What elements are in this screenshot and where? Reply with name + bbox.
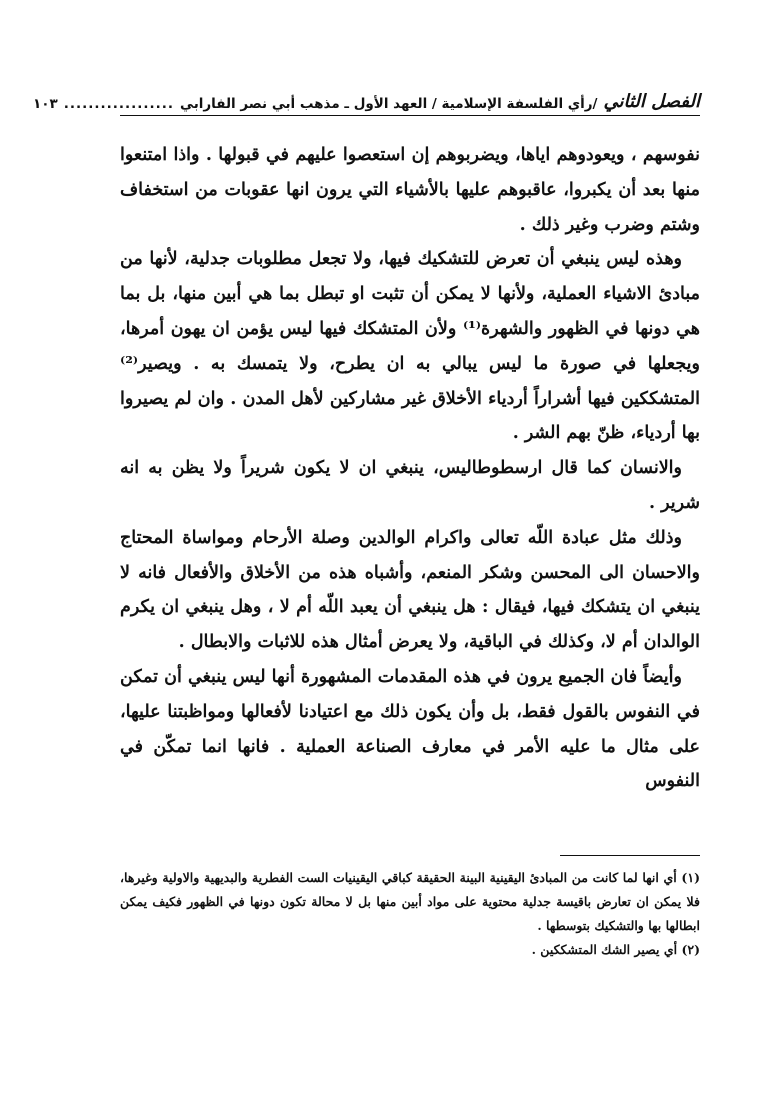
page-number: ١٠٣ (33, 96, 58, 112)
leader-dots: .................. (63, 96, 175, 112)
footnote: (١) أي انها لما كانت من المبادئ اليقينية البينة الحقيقة كباقي اليقينيات الست الفطرية والبديهية والاولية وغيرها، فلا يمكن ان تعارض باقيسة جدلية محتوية على مواد أبين منها بل لا محالة تكون دونها في الظهور فكيف يمكن ابطالها بها والتشكيك بتوسطها . (120, 870, 700, 933)
footnotes (120, 866, 700, 962)
paragraph: وأيضاً فان الجميع يرون في هذه المقدمات المشهورة أنها ليس ينبغي أن تمكن في النفوس بالقول فقط، بل وأن يكون ذلك مع اعتيادنا لأفعالها ومواظبتنا عليها، على مثال ما عليه الأمر في معارف الصناعة العملية . فانها انما تمكّن في النفوس (120, 666, 700, 792)
chapter-title: الفصل الثاني (603, 91, 700, 112)
header-rule (120, 115, 700, 116)
paragraph: والانسان كما قال ارسطوطاليس، ينبغي ان لا يكون شريراً ولا يظن به انه شرير . (120, 458, 700, 513)
running-title: /رأي الفلسفة الإسلامية / العهد الأول ـ مذهب أبي نصر الفارابي (180, 96, 598, 112)
paragraph: وهذه ليس ينبغي أن تعرض للتشكيك فيها، ولا تجعل مطلوبات جدلية، لأنها من مبادئ الاشياء العملية، ولأنها لا يمكن أن تثبت او تبطل بما هي أبين منها، بل بما هي دونها في الظهور والشهرة⁽¹⁾ ولأن المتشكك فيها ليس يؤمن ان يهون أمرها، ويجعلها في صورة ما ليس يبالي به ان يطرح، ولا يتمسك به . ويصير⁽²⁾ المتشككين فيها أشراراً أردياء الأخلاق غير مشاركين لأهل المدن . وان لم يصيروا بها أردياء، ظنّ بهم الشر . (120, 249, 700, 444)
footnote-rule (560, 855, 700, 856)
paragraph: وذلك مثل عبادة اللّه تعالى واكرام الوالدين وصلة الأرحام ومواساة المحتاج والاحسان الى المحسن وشكر المنعم، وأشباه هذه من الأخلاق والأفعال فانه لا ينبغي ان يتشكك فيها، فيقال : هل ينبغي أن يعبد اللّه أم لا ، وهل ينبغي ان يكرم الوالدان أم لا، وكذلك في الباقية، ولا يعرض أمثال هذه للاثبات والابطال . (120, 527, 700, 653)
footnote: (٢) أي يصير الشك المتشككين . (531, 942, 700, 957)
paragraph: نفوسهم ، ويعودوهم اياها، ويضربوهم إن استعصوا عليهم في قبولها . واذا امتنعوا منها بعد أن يكبروا، عاقبوهم عليها بالأشياء التي يرون انها عقوبات من استخفاف وشتم وضرب وغير ذلك . (120, 145, 700, 235)
main-text (120, 138, 700, 799)
running-header (33, 78, 700, 112)
